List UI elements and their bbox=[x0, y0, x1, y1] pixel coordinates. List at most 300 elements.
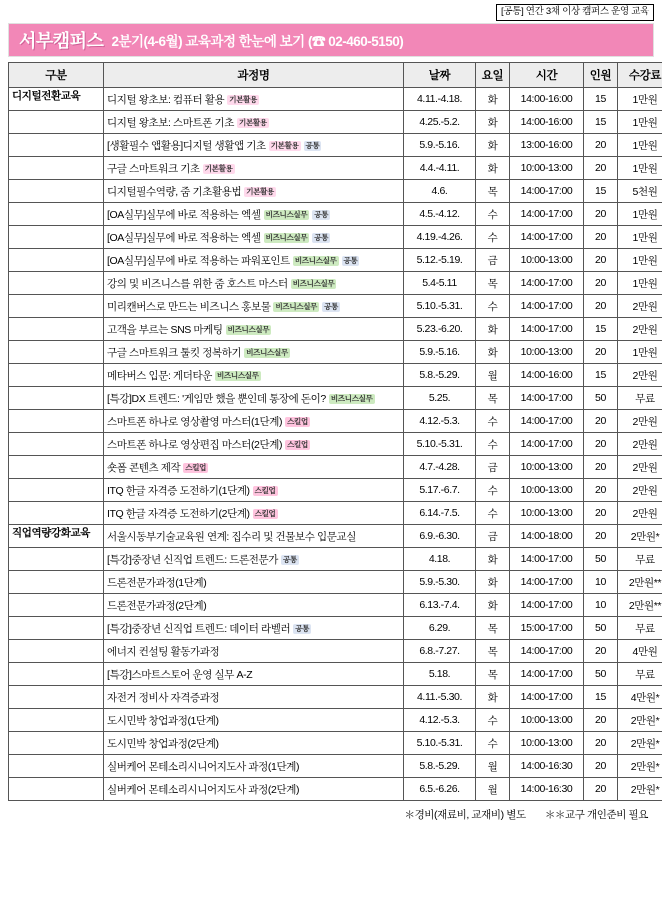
course-name-text: 에너지 컨설팅 활동가과정 bbox=[107, 645, 220, 658]
cell-time: 14:00-17:00 bbox=[510, 433, 584, 456]
cell-course-name bbox=[104, 364, 404, 387]
cell-day: 월 bbox=[476, 778, 510, 801]
cell-day: 화 bbox=[476, 157, 510, 180]
table-row bbox=[9, 594, 662, 617]
cell-course-name bbox=[104, 157, 404, 180]
cell-day: 목 bbox=[476, 617, 510, 640]
cell-course-name bbox=[104, 640, 404, 663]
course-name-text: [특강]중장년 신직업 트렌드: 데이터 라벨러 bbox=[107, 622, 291, 635]
course-tag: 공통 bbox=[305, 140, 320, 150]
cell-time: 14:00-17:00 bbox=[510, 640, 584, 663]
table-row bbox=[9, 686, 662, 709]
cell-time: 14:00-17:00 bbox=[510, 548, 584, 571]
course-name-text: ITQ 한글 자격증 도전하기(2단계) bbox=[107, 507, 250, 520]
cell-fee: 5천원 bbox=[618, 180, 662, 203]
cell-capacity: 20 bbox=[584, 157, 618, 180]
cell-fee: 2만원* bbox=[618, 525, 662, 548]
cell-time: 13:00-16:00 bbox=[510, 134, 584, 157]
cell-category bbox=[9, 364, 104, 387]
course-tag: 비즈니스실무 bbox=[275, 301, 318, 311]
cell-category bbox=[9, 594, 104, 617]
cell-capacity: 20 bbox=[584, 226, 618, 249]
title-banner bbox=[8, 23, 654, 57]
cell-category bbox=[9, 295, 104, 318]
cell-day: 수 bbox=[476, 732, 510, 755]
cell-fee: 2만원 bbox=[618, 456, 662, 479]
cell-capacity: 20 bbox=[584, 640, 618, 663]
cell-fee: 무료 bbox=[618, 617, 662, 640]
cell-category bbox=[9, 226, 104, 249]
cell-date: 5.9.-5.30. bbox=[404, 571, 476, 594]
cell-category bbox=[9, 732, 104, 755]
cell-fee: 4만원* bbox=[618, 686, 662, 709]
cell-day: 월 bbox=[476, 755, 510, 778]
cell-fee: 2만원** bbox=[618, 571, 662, 594]
course-tag: 공통 bbox=[343, 255, 358, 265]
table-row bbox=[9, 226, 662, 249]
cell-fee: 2만원 bbox=[618, 479, 662, 502]
cell-course-name bbox=[104, 318, 404, 341]
course-name-text: [생활필수 앱활용]디지털 생활앱 기초 bbox=[107, 139, 266, 152]
cell-fee: 무료 bbox=[618, 663, 662, 686]
cell-day: 목 bbox=[476, 640, 510, 663]
cell-fee: 4만원 bbox=[618, 640, 662, 663]
cell-day: 화 bbox=[476, 594, 510, 617]
course-name-text: 미리캔버스로 만드는 비즈니스 홍보물 bbox=[107, 300, 271, 313]
cell-time: 10:00-13:00 bbox=[510, 341, 584, 364]
course-tag: 공통 bbox=[283, 554, 297, 564]
cell-course-name bbox=[104, 594, 404, 617]
cell-time: 14:00-17:00 bbox=[510, 203, 584, 226]
course-name-text: 도시민박 창업과정(1단계) bbox=[107, 714, 219, 727]
cell-time: 14:00-17:00 bbox=[510, 387, 584, 410]
cell-day: 화 bbox=[476, 111, 510, 134]
cell-day: 수 bbox=[476, 709, 510, 732]
course-name-text: 구글 스마트워크 기초 bbox=[107, 162, 200, 175]
cell-fee: 2만원 bbox=[618, 295, 662, 318]
cell-capacity: 15 bbox=[584, 111, 618, 134]
cell-capacity: 50 bbox=[584, 617, 618, 640]
cell-date: 5.17.-6.7. bbox=[404, 479, 476, 502]
col-course-name: 과정명 bbox=[104, 63, 404, 88]
cell-fee: 1만원 bbox=[618, 272, 662, 295]
course-tag: 스킬업 bbox=[254, 485, 276, 495]
cell-date: 4.11.-4.18. bbox=[404, 88, 476, 111]
course-tag: 비즈니스실무 bbox=[330, 393, 373, 403]
course-name-text: 도시민박 창업과정(2단계) bbox=[107, 737, 219, 750]
cell-fee: 2만원* bbox=[618, 732, 662, 755]
cell-day: 수 bbox=[476, 502, 510, 525]
cell-time: 14:00-17:00 bbox=[510, 295, 584, 318]
table-row bbox=[9, 755, 662, 778]
cell-date: 4.7.-4.28. bbox=[404, 456, 476, 479]
cell-capacity: 15 bbox=[584, 88, 618, 111]
col-category: 구분 bbox=[9, 63, 104, 88]
table-row bbox=[9, 364, 662, 387]
course-tag: 기본활용 bbox=[229, 94, 258, 104]
cell-capacity: 50 bbox=[584, 663, 618, 686]
cell-category bbox=[9, 410, 104, 433]
course-tag: 스킬업 bbox=[287, 439, 308, 449]
cell-category bbox=[9, 571, 104, 594]
cell-capacity: 15 bbox=[584, 364, 618, 387]
table-row bbox=[9, 203, 662, 226]
cell-date: 4.12.-5.3. bbox=[404, 410, 476, 433]
cell-course-name bbox=[104, 88, 404, 111]
col-day: 요일 bbox=[476, 63, 510, 88]
cell-fee: 1만원 bbox=[618, 134, 662, 157]
cell-capacity: 20 bbox=[584, 203, 618, 226]
cell-capacity: 10 bbox=[584, 571, 618, 594]
table-row bbox=[9, 433, 662, 456]
cell-date: 5.8.-5.29. bbox=[404, 755, 476, 778]
cell-capacity: 15 bbox=[584, 686, 618, 709]
cell-course-name bbox=[104, 387, 404, 410]
cell-capacity: 20 bbox=[584, 479, 618, 502]
cell-course-name bbox=[104, 548, 404, 571]
cell-category bbox=[9, 157, 104, 180]
course-name-text: 디지털 왕초보: 컴퓨터 활용 bbox=[107, 93, 225, 106]
cell-course-name bbox=[104, 617, 404, 640]
cell-category bbox=[9, 180, 104, 203]
course-tag: 기본활용 bbox=[239, 117, 267, 127]
cell-day: 목 bbox=[476, 663, 510, 686]
cell-time: 14:00-17:00 bbox=[510, 272, 584, 295]
cell-date: 4.18. bbox=[404, 548, 476, 571]
cell-course-name bbox=[104, 226, 404, 249]
table-row bbox=[9, 249, 662, 272]
course-tag: 공통 bbox=[295, 623, 310, 633]
course-name-text: [특강]스마트스토어 운영 실무 A-Z bbox=[107, 668, 253, 681]
table-row bbox=[9, 157, 662, 180]
cell-date: 6.8.-7.27. bbox=[404, 640, 476, 663]
cell-date: 4.4.-4.11. bbox=[404, 157, 476, 180]
cell-date: 5.10.-5.31. bbox=[404, 732, 476, 755]
cell-day: 수 bbox=[476, 295, 510, 318]
course-tag: 공통 bbox=[324, 301, 339, 311]
cell-category bbox=[9, 249, 104, 272]
top-note-text: [공통] 연간 3채 이상 캠퍼스 운영 교육 bbox=[496, 4, 654, 21]
cell-course-name bbox=[104, 686, 404, 709]
cell-fee: 2만원 bbox=[618, 410, 662, 433]
course-name-text: 자전거 정비사 자격증과정 bbox=[107, 691, 220, 704]
cell-course-name bbox=[104, 134, 404, 157]
course-tag: 비즈니스실무 bbox=[265, 209, 308, 219]
cell-day: 수 bbox=[476, 433, 510, 456]
cell-fee: 1만원 bbox=[618, 111, 662, 134]
cell-fee: 1만원 bbox=[618, 226, 662, 249]
course-name-text: 서울시동부기술교육원 연계: 집수리 및 건물보수 입문교실 bbox=[107, 530, 356, 543]
cell-fee: 1만원 bbox=[618, 88, 662, 111]
cell-day: 화 bbox=[476, 134, 510, 157]
cell-time: 10:00-13:00 bbox=[510, 157, 584, 180]
course-tag: 비즈니스실무 bbox=[227, 324, 270, 334]
cell-category bbox=[9, 617, 104, 640]
course-tag: 스킬업 bbox=[185, 462, 207, 472]
cell-day: 금 bbox=[476, 249, 510, 272]
cell-fee: 2만원 bbox=[618, 502, 662, 525]
cell-category bbox=[9, 203, 104, 226]
cell-fee: 1만원 bbox=[618, 341, 662, 364]
cell-capacity: 20 bbox=[584, 709, 618, 732]
table-row bbox=[9, 111, 662, 134]
cell-course-name bbox=[104, 410, 404, 433]
cell-course-name bbox=[104, 272, 404, 295]
cell-date: 5.10.-5.31. bbox=[404, 295, 476, 318]
cell-time: 14:00-16:30 bbox=[510, 755, 584, 778]
course-name-text: [OA실무]실무에 바로 적용하는 엑셀 bbox=[107, 208, 261, 221]
cell-fee: 2만원* bbox=[618, 755, 662, 778]
cell-time: 10:00-13:00 bbox=[510, 709, 584, 732]
table-row bbox=[9, 571, 662, 594]
cell-capacity: 20 bbox=[584, 433, 618, 456]
table-row bbox=[9, 617, 662, 640]
course-name-text: 실버케어 몬테소리시니어지도사 과정(1단계) bbox=[107, 760, 300, 773]
cell-capacity: 10 bbox=[584, 594, 618, 617]
cell-day: 금 bbox=[476, 525, 510, 548]
cell-capacity: 20 bbox=[584, 502, 618, 525]
cell-date: 5.10.-5.31. bbox=[404, 433, 476, 456]
cell-course-name bbox=[104, 709, 404, 732]
cell-time: 14:00-17:00 bbox=[510, 410, 584, 433]
col-time: 시간 bbox=[510, 63, 584, 88]
cell-date: 4.19.-4.26. bbox=[404, 226, 476, 249]
cell-capacity: 50 bbox=[584, 548, 618, 571]
course-name-text: [특강]DX 트렌드: '게임만 했을 뿐인데 통장에 돈이? bbox=[107, 392, 326, 405]
course-name-text: ITQ 한글 자격증 도전하기(1단계) bbox=[107, 484, 250, 497]
cell-category bbox=[9, 686, 104, 709]
table-row bbox=[9, 272, 662, 295]
cell-category bbox=[9, 663, 104, 686]
course-tag: 스킬업 bbox=[287, 416, 308, 426]
cell-time: 10:00-13:00 bbox=[510, 456, 584, 479]
table-row bbox=[9, 709, 662, 732]
cell-capacity: 20 bbox=[584, 272, 618, 295]
course-tag: 스킬업 bbox=[254, 508, 276, 518]
top-note bbox=[8, 4, 654, 21]
course-name-text: 스마트폰 하나로 영상편집 마스터(2단계) bbox=[107, 438, 283, 451]
cell-day: 수 bbox=[476, 203, 510, 226]
cell-time: 14:00-16:00 bbox=[510, 111, 584, 134]
table-row bbox=[9, 479, 662, 502]
cell-date: 5.8.-5.29. bbox=[404, 364, 476, 387]
cell-date: 4.11.-5.30. bbox=[404, 686, 476, 709]
cell-category bbox=[9, 318, 104, 341]
cell-time: 14:00-17:00 bbox=[510, 180, 584, 203]
cell-fee: 2만원 bbox=[618, 318, 662, 341]
cell-course-name bbox=[104, 479, 404, 502]
cell-category bbox=[9, 456, 104, 479]
course-tag: 비즈니스실무 bbox=[292, 278, 335, 288]
cell-fee: 2만원* bbox=[618, 778, 662, 801]
table-row bbox=[9, 295, 662, 318]
cell-course-name bbox=[104, 525, 404, 548]
cell-date: 4.25.-5.2. bbox=[404, 111, 476, 134]
table-row bbox=[9, 318, 662, 341]
cell-category bbox=[9, 341, 104, 364]
cell-date: 5.9.-5.16. bbox=[404, 134, 476, 157]
course-name-text: 스마트폰 하나로 영상촬영 마스터(1단계) bbox=[107, 415, 283, 428]
cell-date: 6.29. bbox=[404, 617, 476, 640]
table-row bbox=[9, 732, 662, 755]
course-tag: 공통 bbox=[314, 232, 329, 242]
cell-capacity: 20 bbox=[584, 249, 618, 272]
cell-capacity: 20 bbox=[584, 732, 618, 755]
cell-fee: 2만원 bbox=[618, 433, 662, 456]
cell-category bbox=[9, 134, 104, 157]
cell-date: 6.5.-6.26. bbox=[404, 778, 476, 801]
cell-time: 14:00-16:00 bbox=[510, 364, 584, 387]
cell-capacity: 20 bbox=[584, 755, 618, 778]
cell-fee: 2만원 bbox=[618, 364, 662, 387]
cell-capacity: 15 bbox=[584, 318, 618, 341]
cell-capacity: 20 bbox=[584, 410, 618, 433]
cell-day: 월 bbox=[476, 364, 510, 387]
cell-time: 14:00-17:00 bbox=[510, 663, 584, 686]
cell-time: 10:00-13:00 bbox=[510, 249, 584, 272]
course-name-text: [OA실무]실무에 바로 적용하는 파워포인트 bbox=[107, 254, 290, 267]
cell-date: 5.12.-5.19. bbox=[404, 249, 476, 272]
cell-course-name bbox=[104, 433, 404, 456]
cell-capacity: 15 bbox=[584, 180, 618, 203]
cell-category bbox=[9, 778, 104, 801]
cell-category bbox=[9, 502, 104, 525]
course-name-text: 강의 및 비즈니스를 위한 줌 호스트 마스터 bbox=[107, 277, 288, 290]
table-row bbox=[9, 548, 662, 571]
cell-date: 5.9.-5.16. bbox=[404, 341, 476, 364]
course-name-text: 드론전문가과정(2단계) bbox=[107, 599, 207, 612]
course-tag: 비즈니스실무 bbox=[265, 232, 308, 242]
cell-fee: 1만원 bbox=[618, 157, 662, 180]
cell-day: 화 bbox=[476, 318, 510, 341]
cell-course-name bbox=[104, 755, 404, 778]
cell-time: 14:00-17:00 bbox=[510, 594, 584, 617]
footnote bbox=[8, 807, 654, 822]
cell-time: 10:00-13:00 bbox=[510, 732, 584, 755]
course-name-text: 메타버스 입문: 게더타운 bbox=[107, 369, 212, 382]
course-tag: 기본활용 bbox=[204, 163, 233, 173]
cell-course-name bbox=[104, 111, 404, 134]
col-fee: 수강료 bbox=[618, 63, 662, 88]
cell-course-name bbox=[104, 249, 404, 272]
cell-date: 6.14.-7.5. bbox=[404, 502, 476, 525]
cell-day: 금 bbox=[476, 456, 510, 479]
campus-subtitle: 2분기(4-6월) 교육과정 한눈에 보기 (☎ 02-460-5150) bbox=[111, 34, 404, 49]
col-date: 날짜 bbox=[404, 63, 476, 88]
cell-fee: 1만원 bbox=[618, 249, 662, 272]
cell-time: 14:00-17:00 bbox=[510, 571, 584, 594]
cell-course-name bbox=[104, 180, 404, 203]
table-row bbox=[9, 640, 662, 663]
cell-date: 5.23.-6.20. bbox=[404, 318, 476, 341]
cell-category bbox=[9, 548, 104, 571]
table-row bbox=[9, 778, 662, 801]
cell-day: 화 bbox=[476, 548, 510, 571]
table-row bbox=[9, 456, 662, 479]
cell-day: 화 bbox=[476, 88, 510, 111]
cell-capacity: 20 bbox=[584, 295, 618, 318]
cell-date: 5.25. bbox=[404, 387, 476, 410]
course-tag: 비즈니스실무 bbox=[294, 255, 337, 265]
cell-capacity: 50 bbox=[584, 387, 618, 410]
table-row bbox=[9, 387, 662, 410]
table-row bbox=[9, 502, 662, 525]
cell-category bbox=[9, 272, 104, 295]
cell-course-name bbox=[104, 203, 404, 226]
cell-date: 4.6. bbox=[404, 180, 476, 203]
cell-day: 목 bbox=[476, 387, 510, 410]
cell-time: 14:00-16:30 bbox=[510, 778, 584, 801]
cell-category bbox=[9, 640, 104, 663]
course-name-text: 고객을 부르는 SNS 마케팅 bbox=[107, 323, 223, 336]
cell-date: 5.4-5.11 bbox=[404, 272, 476, 295]
cell-course-name bbox=[104, 778, 404, 801]
cell-course-name bbox=[104, 732, 404, 755]
cell-day: 수 bbox=[476, 479, 510, 502]
cell-day: 목 bbox=[476, 272, 510, 295]
course-name-text: 숏폼 콘텐츠 제작 bbox=[107, 461, 181, 474]
table-row bbox=[9, 410, 662, 433]
cell-day: 목 bbox=[476, 180, 510, 203]
course-name-text: 구글 스마트워크 툴킷 정복하기 bbox=[107, 346, 242, 359]
course-tag: 비즈니스실무 bbox=[216, 370, 259, 380]
cell-category bbox=[9, 709, 104, 732]
cell-course-name bbox=[104, 663, 404, 686]
cell-day: 화 bbox=[476, 686, 510, 709]
table-header-row bbox=[9, 63, 662, 88]
cell-fee: 2만원* bbox=[618, 709, 662, 732]
table-row bbox=[9, 88, 662, 111]
cell-fee: 무료 bbox=[618, 548, 662, 571]
cell-course-name bbox=[104, 571, 404, 594]
course-name-text: 실버케어 몬테소리시니어지도사 과정(2단계) bbox=[107, 783, 300, 796]
table-row bbox=[9, 663, 662, 686]
cell-category: 직업역량강화교육 bbox=[9, 525, 104, 548]
cell-capacity: 20 bbox=[584, 456, 618, 479]
course-name-text: 디지털필수역량, 줌 기초활용법 bbox=[107, 185, 242, 198]
cell-category: 디지털전환교육 bbox=[9, 88, 104, 111]
cell-date: 4.5.-4.12. bbox=[404, 203, 476, 226]
cell-time: 14:00-17:00 bbox=[510, 226, 584, 249]
table-row bbox=[9, 180, 662, 203]
cell-day: 수 bbox=[476, 410, 510, 433]
cell-capacity: 20 bbox=[584, 134, 618, 157]
course-name-text: [OA실무]실무에 바로 적용하는 엑셀 bbox=[107, 231, 261, 244]
col-capacity: 인원 bbox=[584, 63, 618, 88]
cell-date: 4.12.-5.3. bbox=[404, 709, 476, 732]
course-name-text: 디지털 왕초보: 스마트폰 기초 bbox=[107, 116, 234, 129]
footnote-left: ＊경비(재료비, 교재비) 별도 bbox=[404, 809, 526, 821]
cell-category bbox=[9, 479, 104, 502]
table-row bbox=[9, 341, 662, 364]
cell-category bbox=[9, 755, 104, 778]
cell-time: 14:00-17:00 bbox=[510, 686, 584, 709]
cell-fee: 무료 bbox=[618, 387, 662, 410]
cell-time: 14:00-16:00 bbox=[510, 88, 584, 111]
cell-course-name bbox=[104, 456, 404, 479]
cell-capacity: 20 bbox=[584, 525, 618, 548]
course-schedule-table bbox=[8, 62, 662, 801]
cell-category bbox=[9, 433, 104, 456]
cell-time: 14:00-18:00 bbox=[510, 525, 584, 548]
cell-time: 15:00-17:00 bbox=[510, 617, 584, 640]
cell-capacity: 20 bbox=[584, 341, 618, 364]
cell-date: 6.13.-7.4. bbox=[404, 594, 476, 617]
cell-fee: 2만원** bbox=[618, 594, 662, 617]
cell-time: 14:00-17:00 bbox=[510, 318, 584, 341]
cell-capacity: 20 bbox=[584, 778, 618, 801]
course-tag: 공통 bbox=[314, 209, 329, 219]
